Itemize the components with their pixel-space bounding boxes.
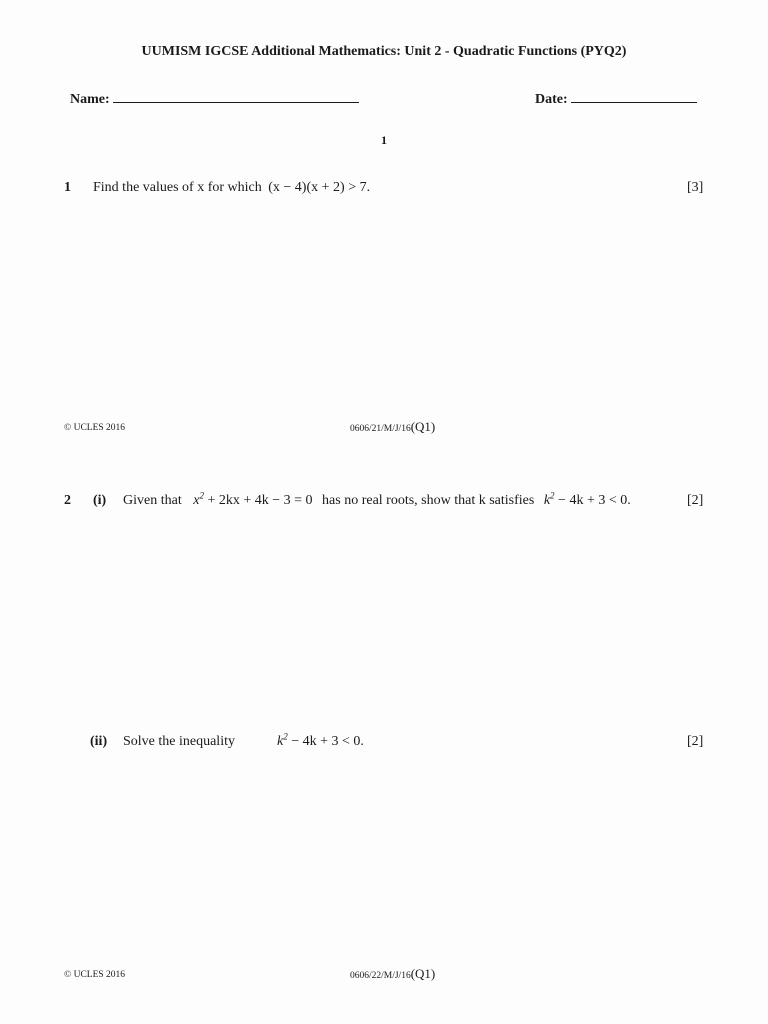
question-2-part-ii-label: (ii)	[90, 734, 108, 749]
question-2-part-i-label: (i)	[93, 493, 107, 508]
question-1-inequality: (x − 4)(x + 2) > 7.	[268, 180, 371, 195]
inequality-rest: − 4k + 3 < 0.	[554, 493, 631, 508]
date-label: Date:	[535, 92, 568, 107]
question-1-text	[93, 180, 370, 196]
question-2-part-ii-marks: [2]	[687, 734, 704, 749]
question-1-prompt: Find the values of x for which	[93, 180, 262, 195]
question-2-part-i-intro: Given that	[123, 493, 182, 508]
part-ii-variable: k	[277, 734, 284, 749]
worksheet-title: UUMISM IGCSE Additional Mathematics: Unit 2 - Quadratic Functions (PYQ2)	[141, 44, 627, 59]
date-field	[535, 90, 697, 108]
equation-rest: + 2kx + 4k − 3 = 0	[203, 493, 313, 508]
footer-2-code: 0606/22/M/J/16	[350, 971, 411, 981]
question-2-part-i-marks: [2]	[687, 493, 704, 508]
question-2-part-i-text	[123, 490, 631, 509]
question-2-part-ii-inequality	[277, 731, 364, 750]
question-2-part-ii-prompt: Solve the inequality	[123, 734, 235, 749]
part-ii-exponent: 2	[283, 731, 288, 742]
name-field	[70, 90, 359, 108]
name-blank-line	[113, 90, 359, 103]
equation-variable: x	[193, 493, 200, 508]
question-2-part-i-inequality	[543, 490, 631, 508]
footer-1-code: 0606/21/M/J/16	[350, 424, 411, 434]
inequality-exponent: 2	[550, 490, 555, 501]
footer-2-copyright: © UCLES 2016	[64, 970, 126, 980]
inequality-variable: k	[543, 493, 551, 508]
question-2-part-i-equation	[193, 490, 313, 508]
name-label: Name:	[70, 92, 110, 107]
part-ii-rest: − 4k + 3 < 0.	[287, 734, 364, 749]
footer-1-reference	[350, 419, 435, 435]
footer-1-question: (Q1)	[410, 419, 436, 434]
footer-2-question: (Q1)	[410, 966, 436, 981]
footer-2-reference	[350, 966, 435, 982]
question-1-number: 1	[64, 180, 71, 195]
page-number: 1	[381, 133, 387, 147]
question-2-number: 2	[64, 493, 71, 508]
question-1-marks: [3]	[687, 180, 704, 195]
question-2-part-i-condition: has no real roots, show that k satisfies	[322, 493, 535, 508]
date-blank-line	[571, 90, 697, 103]
equation-exponent: 2	[199, 490, 204, 501]
footer-1-copyright: © UCLES 2016	[64, 423, 126, 433]
